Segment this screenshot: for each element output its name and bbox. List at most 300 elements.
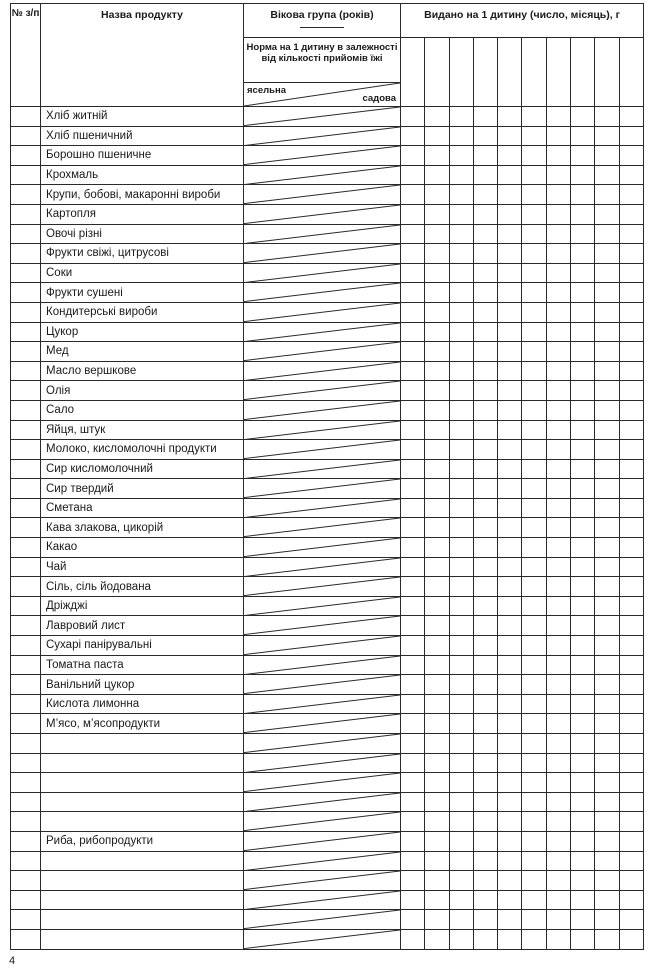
issued-amount-cell[interactable] (498, 244, 522, 264)
issued-amount-cell[interactable] (498, 636, 522, 656)
issued-amount-cell[interactable] (401, 890, 425, 910)
issued-amount-cell[interactable] (449, 871, 473, 891)
issued-amount-cell[interactable] (571, 204, 595, 224)
issued-amount-cell[interactable] (498, 557, 522, 577)
issued-amount-cell[interactable] (401, 557, 425, 577)
issued-amount-cell[interactable] (522, 596, 546, 616)
norm-split-cell[interactable] (244, 753, 401, 773)
issued-amount-cell[interactable] (473, 929, 497, 949)
issued-amount-cell[interactable] (571, 890, 595, 910)
issued-amount-cell[interactable] (546, 831, 570, 851)
issued-amount-cell[interactable] (571, 538, 595, 558)
issued-amount-cell[interactable] (498, 538, 522, 558)
issued-amount-cell[interactable] (449, 498, 473, 518)
issued-amount-cell[interactable] (449, 596, 473, 616)
issued-amount-cell[interactable] (401, 792, 425, 812)
issued-amount-cell[interactable] (425, 263, 449, 283)
issued-amount-cell[interactable] (546, 283, 570, 303)
issued-amount-cell[interactable] (449, 675, 473, 695)
norm-split-cell[interactable] (244, 831, 401, 851)
issued-amount-cell[interactable] (571, 400, 595, 420)
date-cell-h1[interactable] (401, 38, 425, 107)
issued-amount-cell[interactable] (522, 440, 546, 460)
issued-amount-cell[interactable] (571, 694, 595, 714)
issued-amount-cell[interactable] (595, 479, 619, 499)
row-number-cell[interactable] (11, 929, 41, 949)
issued-amount-cell[interactable] (571, 459, 595, 479)
issued-amount-cell[interactable] (619, 107, 643, 127)
issued-amount-cell[interactable] (425, 675, 449, 695)
issued-amount-cell[interactable] (473, 851, 497, 871)
issued-amount-cell[interactable] (546, 107, 570, 127)
date-cell-h4[interactable] (473, 38, 497, 107)
issued-amount-cell[interactable] (595, 929, 619, 949)
issued-amount-cell[interactable] (401, 616, 425, 636)
issued-amount-cell[interactable] (425, 557, 449, 577)
issued-amount-cell[interactable] (571, 361, 595, 381)
issued-amount-cell[interactable] (473, 773, 497, 793)
issued-amount-cell[interactable] (546, 322, 570, 342)
issued-amount-cell[interactable] (522, 616, 546, 636)
issued-amount-cell[interactable] (473, 302, 497, 322)
date-cell-h2[interactable] (425, 38, 449, 107)
issued-amount-cell[interactable] (425, 518, 449, 538)
issued-amount-cell[interactable] (522, 459, 546, 479)
issued-amount-cell[interactable] (522, 734, 546, 754)
issued-amount-cell[interactable] (425, 204, 449, 224)
issued-amount-cell[interactable] (546, 459, 570, 479)
issued-amount-cell[interactable] (595, 204, 619, 224)
norm-split-cell[interactable] (244, 322, 401, 342)
issued-amount-cell[interactable] (595, 283, 619, 303)
issued-amount-cell[interactable] (595, 851, 619, 871)
issued-amount-cell[interactable] (401, 440, 425, 460)
issued-amount-cell[interactable] (425, 694, 449, 714)
issued-amount-cell[interactable] (571, 831, 595, 851)
issued-amount-cell[interactable] (571, 263, 595, 283)
issued-amount-cell[interactable] (595, 107, 619, 127)
issued-amount-cell[interactable] (473, 616, 497, 636)
issued-amount-cell[interactable] (473, 244, 497, 264)
issued-amount-cell[interactable] (498, 165, 522, 185)
issued-amount-cell[interactable] (571, 636, 595, 656)
issued-amount-cell[interactable] (473, 126, 497, 146)
issued-amount-cell[interactable] (498, 420, 522, 440)
issued-amount-cell[interactable] (498, 871, 522, 891)
issued-amount-cell[interactable] (619, 518, 643, 538)
issued-amount-cell[interactable] (619, 381, 643, 401)
issued-amount-cell[interactable] (546, 753, 570, 773)
issued-amount-cell[interactable] (546, 812, 570, 832)
row-number-cell[interactable] (11, 910, 41, 930)
issued-amount-cell[interactable] (498, 890, 522, 910)
issued-amount-cell[interactable] (571, 479, 595, 499)
issued-amount-cell[interactable] (449, 204, 473, 224)
issued-amount-cell[interactable] (522, 557, 546, 577)
issued-amount-cell[interactable] (571, 302, 595, 322)
issued-amount-cell[interactable] (546, 616, 570, 636)
issued-amount-cell[interactable] (522, 185, 546, 205)
issued-amount-cell[interactable] (425, 871, 449, 891)
issued-amount-cell[interactable] (595, 518, 619, 538)
norm-split-cell[interactable] (244, 146, 401, 166)
issued-amount-cell[interactable] (401, 636, 425, 656)
issued-amount-cell[interactable] (619, 146, 643, 166)
issued-amount-cell[interactable] (619, 165, 643, 185)
issued-amount-cell[interactable] (546, 302, 570, 322)
issued-amount-cell[interactable] (401, 302, 425, 322)
issued-amount-cell[interactable] (425, 538, 449, 558)
issued-amount-cell[interactable] (473, 714, 497, 734)
issued-amount-cell[interactable] (571, 244, 595, 264)
issued-amount-cell[interactable] (425, 792, 449, 812)
issued-amount-cell[interactable] (619, 929, 643, 949)
issued-amount-cell[interactable] (546, 342, 570, 362)
issued-amount-cell[interactable] (425, 577, 449, 597)
issued-amount-cell[interactable] (546, 244, 570, 264)
issued-amount-cell[interactable] (473, 636, 497, 656)
issued-amount-cell[interactable] (425, 146, 449, 166)
date-cell-h7[interactable] (546, 38, 570, 107)
issued-amount-cell[interactable] (401, 773, 425, 793)
issued-amount-cell[interactable] (595, 812, 619, 832)
issued-amount-cell[interactable] (619, 890, 643, 910)
issued-amount-cell[interactable] (546, 577, 570, 597)
norm-split-cell[interactable] (244, 400, 401, 420)
issued-amount-cell[interactable] (425, 655, 449, 675)
issued-amount-cell[interactable] (425, 244, 449, 264)
row-number-cell[interactable] (11, 283, 41, 303)
issued-amount-cell[interactable] (546, 734, 570, 754)
norm-split-cell[interactable] (244, 204, 401, 224)
date-cell-h6[interactable] (522, 38, 546, 107)
issued-amount-cell[interactable] (522, 146, 546, 166)
issued-amount-cell[interactable] (473, 185, 497, 205)
row-number-cell[interactable] (11, 812, 41, 832)
norm-split-cell[interactable] (244, 734, 401, 754)
issued-amount-cell[interactable] (571, 753, 595, 773)
issued-amount-cell[interactable] (401, 871, 425, 891)
issued-amount-cell[interactable] (595, 773, 619, 793)
issued-amount-cell[interactable] (595, 910, 619, 930)
issued-amount-cell[interactable] (401, 322, 425, 342)
issued-amount-cell[interactable] (619, 812, 643, 832)
issued-amount-cell[interactable] (449, 263, 473, 283)
issued-amount-cell[interactable] (473, 538, 497, 558)
issued-amount-cell[interactable] (425, 440, 449, 460)
issued-amount-cell[interactable] (473, 204, 497, 224)
norm-split-cell[interactable] (244, 283, 401, 303)
issued-amount-cell[interactable] (425, 107, 449, 127)
issued-amount-cell[interactable] (498, 851, 522, 871)
issued-amount-cell[interactable] (498, 498, 522, 518)
norm-split-cell[interactable] (244, 459, 401, 479)
issued-amount-cell[interactable] (595, 126, 619, 146)
issued-amount-cell[interactable] (522, 773, 546, 793)
norm-split-cell[interactable] (244, 381, 401, 401)
norm-split-cell[interactable] (244, 126, 401, 146)
issued-amount-cell[interactable] (571, 381, 595, 401)
issued-amount-cell[interactable] (546, 714, 570, 734)
issued-amount-cell[interactable] (473, 557, 497, 577)
issued-amount-cell[interactable] (595, 400, 619, 420)
issued-amount-cell[interactable] (449, 734, 473, 754)
row-number-cell[interactable] (11, 616, 41, 636)
issued-amount-cell[interactable] (522, 420, 546, 440)
issued-amount-cell[interactable] (619, 714, 643, 734)
issued-amount-cell[interactable] (595, 636, 619, 656)
issued-amount-cell[interactable] (449, 107, 473, 127)
norm-split-cell[interactable] (244, 107, 401, 127)
issued-amount-cell[interactable] (546, 851, 570, 871)
issued-amount-cell[interactable] (449, 577, 473, 597)
issued-amount-cell[interactable] (401, 812, 425, 832)
issued-amount-cell[interactable] (619, 557, 643, 577)
issued-amount-cell[interactable] (449, 753, 473, 773)
issued-amount-cell[interactable] (401, 851, 425, 871)
norm-split-cell[interactable] (244, 420, 401, 440)
issued-amount-cell[interactable] (546, 655, 570, 675)
issued-amount-cell[interactable] (546, 400, 570, 420)
issued-amount-cell[interactable] (425, 929, 449, 949)
issued-amount-cell[interactable] (595, 694, 619, 714)
issued-amount-cell[interactable] (619, 910, 643, 930)
issued-amount-cell[interactable] (522, 655, 546, 675)
issued-amount-cell[interactable] (498, 929, 522, 949)
issued-amount-cell[interactable] (425, 831, 449, 851)
issued-amount-cell[interactable] (546, 498, 570, 518)
norm-split-cell[interactable] (244, 479, 401, 499)
norm-split-cell[interactable] (244, 616, 401, 636)
norm-split-cell[interactable] (244, 224, 401, 244)
issued-amount-cell[interactable] (425, 283, 449, 303)
issued-amount-cell[interactable] (401, 694, 425, 714)
issued-amount-cell[interactable] (425, 302, 449, 322)
issued-amount-cell[interactable] (449, 714, 473, 734)
issued-amount-cell[interactable] (473, 224, 497, 244)
issued-amount-cell[interactable] (498, 322, 522, 342)
row-number-cell[interactable] (11, 596, 41, 616)
issued-amount-cell[interactable] (498, 126, 522, 146)
issued-amount-cell[interactable] (522, 165, 546, 185)
issued-amount-cell[interactable] (401, 107, 425, 127)
row-number-cell[interactable] (11, 244, 41, 264)
issued-amount-cell[interactable] (473, 577, 497, 597)
row-number-cell[interactable] (11, 577, 41, 597)
issued-amount-cell[interactable] (546, 204, 570, 224)
issued-amount-cell[interactable] (449, 459, 473, 479)
issued-amount-cell[interactable] (522, 498, 546, 518)
norm-split-cell[interactable] (244, 929, 401, 949)
issued-amount-cell[interactable] (498, 400, 522, 420)
issued-amount-cell[interactable] (595, 655, 619, 675)
issued-amount-cell[interactable] (619, 655, 643, 675)
row-number-cell[interactable] (11, 479, 41, 499)
row-number-cell[interactable] (11, 126, 41, 146)
issued-amount-cell[interactable] (595, 792, 619, 812)
row-number-cell[interactable] (11, 459, 41, 479)
issued-amount-cell[interactable] (498, 146, 522, 166)
row-number-cell[interactable] (11, 420, 41, 440)
issued-amount-cell[interactable] (619, 753, 643, 773)
norm-split-cell[interactable] (244, 636, 401, 656)
norm-split-cell[interactable] (244, 910, 401, 930)
row-number-cell[interactable] (11, 734, 41, 754)
issued-amount-cell[interactable] (571, 342, 595, 362)
issued-amount-cell[interactable] (401, 342, 425, 362)
issued-amount-cell[interactable] (425, 126, 449, 146)
issued-amount-cell[interactable] (401, 420, 425, 440)
issued-amount-cell[interactable] (449, 440, 473, 460)
issued-amount-cell[interactable] (522, 577, 546, 597)
row-number-cell[interactable] (11, 557, 41, 577)
norm-split-cell[interactable] (244, 538, 401, 558)
norm-split-cell[interactable] (244, 596, 401, 616)
norm-split-cell[interactable] (244, 694, 401, 714)
issued-amount-cell[interactable] (595, 244, 619, 264)
issued-amount-cell[interactable] (619, 322, 643, 342)
row-number-cell[interactable] (11, 655, 41, 675)
issued-amount-cell[interactable] (449, 773, 473, 793)
issued-amount-cell[interactable] (498, 459, 522, 479)
issued-amount-cell[interactable] (401, 518, 425, 538)
row-number-cell[interactable] (11, 146, 41, 166)
issued-amount-cell[interactable] (546, 694, 570, 714)
issued-amount-cell[interactable] (473, 165, 497, 185)
row-number-cell[interactable] (11, 773, 41, 793)
issued-amount-cell[interactable] (473, 400, 497, 420)
issued-amount-cell[interactable] (546, 929, 570, 949)
issued-amount-cell[interactable] (401, 929, 425, 949)
issued-amount-cell[interactable] (619, 538, 643, 558)
issued-amount-cell[interactable] (498, 675, 522, 695)
issued-amount-cell[interactable] (595, 322, 619, 342)
issued-amount-cell[interactable] (401, 479, 425, 499)
issued-amount-cell[interactable] (498, 734, 522, 754)
issued-amount-cell[interactable] (449, 146, 473, 166)
issued-amount-cell[interactable] (401, 831, 425, 851)
issued-amount-cell[interactable] (571, 929, 595, 949)
norm-split-cell[interactable] (244, 675, 401, 695)
issued-amount-cell[interactable] (425, 636, 449, 656)
issued-amount-cell[interactable] (522, 361, 546, 381)
issued-amount-cell[interactable] (425, 165, 449, 185)
row-number-cell[interactable] (11, 107, 41, 127)
issued-amount-cell[interactable] (571, 224, 595, 244)
issued-amount-cell[interactable] (449, 792, 473, 812)
issued-amount-cell[interactable] (498, 479, 522, 499)
issued-amount-cell[interactable] (425, 714, 449, 734)
issued-amount-cell[interactable] (546, 557, 570, 577)
norm-split-cell[interactable] (244, 244, 401, 264)
issued-amount-cell[interactable] (401, 675, 425, 695)
issued-amount-cell[interactable] (425, 459, 449, 479)
issued-amount-cell[interactable] (449, 694, 473, 714)
issued-amount-cell[interactable] (595, 831, 619, 851)
row-number-cell[interactable] (11, 538, 41, 558)
issued-amount-cell[interactable] (595, 381, 619, 401)
issued-amount-cell[interactable] (571, 675, 595, 695)
issued-amount-cell[interactable] (449, 557, 473, 577)
issued-amount-cell[interactable] (619, 400, 643, 420)
issued-amount-cell[interactable] (498, 302, 522, 322)
issued-amount-cell[interactable] (571, 616, 595, 636)
issued-amount-cell[interactable] (449, 655, 473, 675)
issued-amount-cell[interactable] (522, 126, 546, 146)
issued-amount-cell[interactable] (522, 107, 546, 127)
issued-amount-cell[interactable] (571, 498, 595, 518)
issued-amount-cell[interactable] (571, 185, 595, 205)
issued-amount-cell[interactable] (473, 890, 497, 910)
issued-amount-cell[interactable] (546, 910, 570, 930)
issued-amount-cell[interactable] (522, 910, 546, 930)
issued-amount-cell[interactable] (473, 498, 497, 518)
issued-amount-cell[interactable] (425, 498, 449, 518)
issued-amount-cell[interactable] (571, 577, 595, 597)
issued-amount-cell[interactable] (546, 146, 570, 166)
issued-amount-cell[interactable] (619, 361, 643, 381)
issued-amount-cell[interactable] (401, 459, 425, 479)
issued-amount-cell[interactable] (449, 636, 473, 656)
issued-amount-cell[interactable] (571, 420, 595, 440)
issued-amount-cell[interactable] (546, 675, 570, 695)
issued-amount-cell[interactable] (522, 636, 546, 656)
issued-amount-cell[interactable] (473, 322, 497, 342)
norm-split-cell[interactable] (244, 498, 401, 518)
issued-amount-cell[interactable] (498, 792, 522, 812)
issued-amount-cell[interactable] (449, 381, 473, 401)
issued-amount-cell[interactable] (401, 204, 425, 224)
issued-amount-cell[interactable] (522, 518, 546, 538)
date-cell-h5[interactable] (498, 38, 522, 107)
issued-amount-cell[interactable] (595, 302, 619, 322)
issued-amount-cell[interactable] (595, 185, 619, 205)
norm-split-cell[interactable] (244, 851, 401, 871)
issued-amount-cell[interactable] (401, 224, 425, 244)
issued-amount-cell[interactable] (522, 929, 546, 949)
issued-amount-cell[interactable] (595, 616, 619, 636)
issued-amount-cell[interactable] (619, 498, 643, 518)
issued-amount-cell[interactable] (522, 753, 546, 773)
norm-split-cell[interactable] (244, 655, 401, 675)
issued-amount-cell[interactable] (619, 244, 643, 264)
norm-split-cell[interactable] (244, 185, 401, 205)
row-number-cell[interactable] (11, 792, 41, 812)
issued-amount-cell[interactable] (473, 831, 497, 851)
issued-amount-cell[interactable] (498, 440, 522, 460)
issued-amount-cell[interactable] (546, 126, 570, 146)
issued-amount-cell[interactable] (595, 420, 619, 440)
issued-amount-cell[interactable] (571, 596, 595, 616)
row-number-cell[interactable] (11, 165, 41, 185)
issued-amount-cell[interactable] (473, 753, 497, 773)
row-number-cell[interactable] (11, 890, 41, 910)
issued-amount-cell[interactable] (498, 263, 522, 283)
issued-amount-cell[interactable] (425, 616, 449, 636)
issued-amount-cell[interactable] (595, 675, 619, 695)
issued-amount-cell[interactable] (522, 381, 546, 401)
issued-amount-cell[interactable] (522, 831, 546, 851)
issued-amount-cell[interactable] (498, 577, 522, 597)
issued-amount-cell[interactable] (473, 871, 497, 891)
issued-amount-cell[interactable] (571, 440, 595, 460)
norm-split-cell[interactable] (244, 342, 401, 362)
issued-amount-cell[interactable] (425, 479, 449, 499)
issued-amount-cell[interactable] (498, 596, 522, 616)
norm-split-cell[interactable] (244, 165, 401, 185)
issued-amount-cell[interactable] (473, 459, 497, 479)
issued-amount-cell[interactable] (473, 518, 497, 538)
